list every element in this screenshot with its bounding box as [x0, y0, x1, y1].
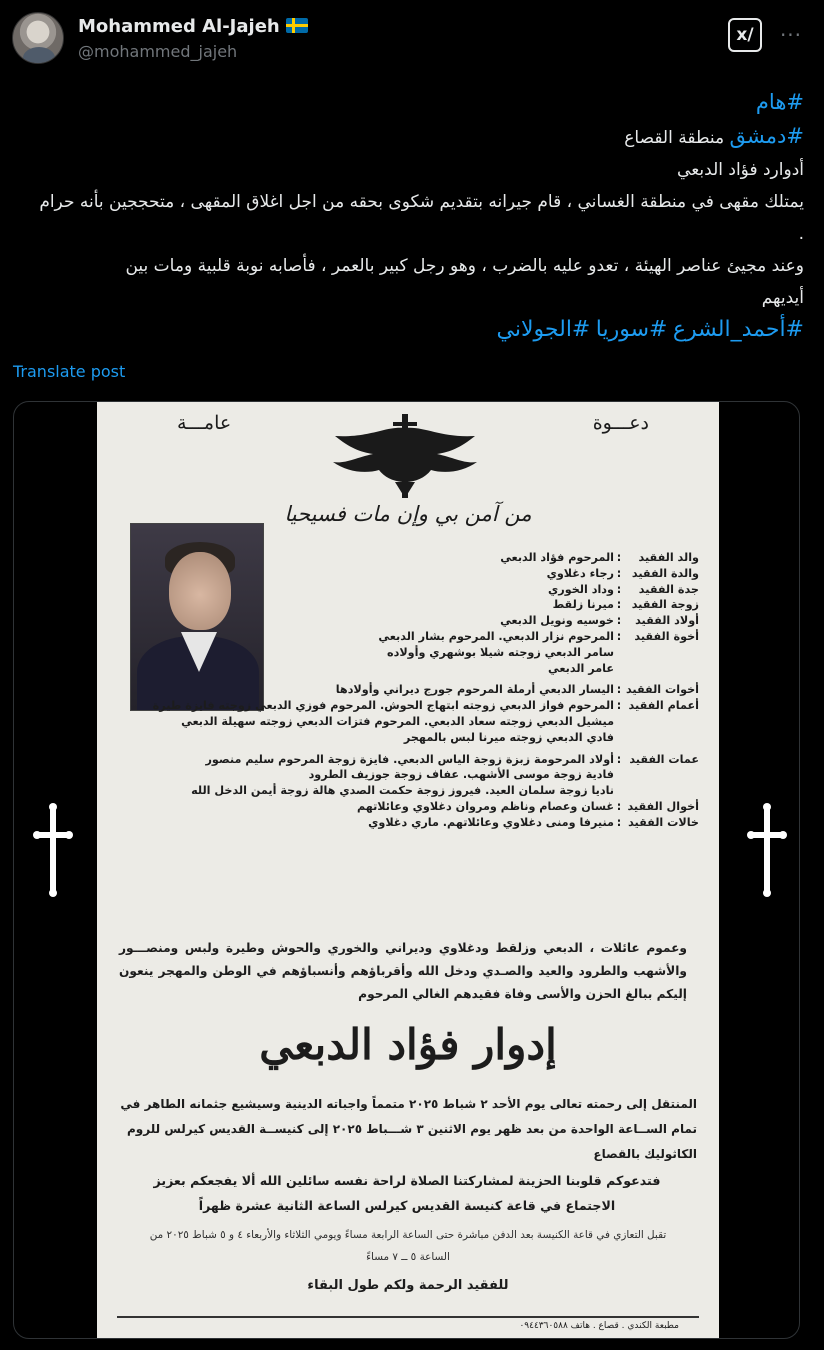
post-text-line: . — [798, 224, 804, 244]
family-row: أخوات الفقيد : اليسار الدبعي أرملة المرحوم جورج ديراني وأولادها — [335, 683, 699, 697]
family-row: ناديا زوجة سلمان العيد. فيروز زوجة حكمت الصدي هالة زوجة أيمن الدخل الله — [191, 784, 614, 798]
family-row: أخوال الفقيد : غسان وعصام وناظم ومروان دغلاوي وعائلاتهم — [356, 799, 699, 813]
post-text-line: منطقة القصاع — [624, 128, 730, 148]
obituary-notice — [97, 402, 719, 1339]
avatar[interactable] — [12, 12, 64, 64]
author-name[interactable]: Mohammed Al-Jajeh — [78, 16, 280, 37]
family-row: أعمام الفقيد : المرحوم فواز الدبعي زوجته ابتهاج الحوش. المرحوم فوزي الدبعي زوجته فايزة طيرة — [152, 699, 699, 713]
author-handle[interactable]: @mohammed_jajeh — [78, 42, 238, 61]
family-row: عامر الدبعي — [548, 661, 614, 675]
prayer-invitation: فتدعوكم قلوبنا الحزينة لمشاركتنا الصلاة لراحة نفسه سائلين الله ألا يفجعكم بعزيز الاجتماع في قاعة كنيسة القديس كيرلس الساعة الثانية عشرة ظهراً — [153, 1173, 661, 1213]
hashtag-link[interactable]: #دمشق — [729, 124, 804, 148]
notice-verse: من آمن بي وإن مات فسيحيا — [284, 502, 532, 526]
translate-post-link[interactable]: Translate post — [13, 362, 126, 381]
condolence-hours: تقبل التعازي في قاعة الكنيسة بعد الدفن مباشرة حتى الساعة الرابعة مساءً ويومي الثلاثاء والأربعاء ٤ و ٥ شباط ٢٠٢٥ من الساعة ٥ ــ ٧ مساءً — [149, 1229, 667, 1263]
family-row: عمات الفقيد : أولاد المرحومة زبزة زوجة الياس الدبعي. فايزة زوجة المرحوم سليم منصور — [205, 752, 699, 766]
family-row: خالات الفقيد : منيرفا ومنى دغلاوي وعائلاتهم. ماري دغلاوي — [368, 815, 699, 829]
family-row: جدة الفقيد : وداد الخوري — [548, 582, 699, 596]
family-row: أولاد الفقيد : خوسيه ونويل الدبعي — [500, 614, 699, 628]
printer-footer — [117, 1316, 699, 1334]
post-text — [14, 86, 804, 347]
double-headed-eagle-icon — [315, 408, 495, 500]
notice-heading-left: عامـــة — [177, 412, 232, 434]
deceased-name: إدوار فؤاد الدبعي — [259, 1020, 557, 1069]
more-icon: ··· — [779, 23, 803, 47]
family-row: فادية زوجة موسى الأشهب. عفاف زوجة جوزيف الطرود — [308, 768, 614, 782]
more-options-button[interactable] — [774, 18, 808, 52]
family-row: سامر الدبعي زوجته شيلا بوشهري وأولاده — [386, 645, 614, 659]
hashtags-line — [14, 314, 804, 347]
family-row: والد الفقيد : المرحوم فؤاد الدبعي — [500, 551, 699, 564]
family-row: ميشيل الدبعي زوجته سعاد الدبعي. المرحوم فتزات الدبعي زوجته سهيلة الدبعي — [181, 714, 614, 728]
funeral-details: المنتقل إلى رحمته تعالى يوم الأحد ٢ شباط ٢٠٢٥ متمماً واجباته الدينية وسيشيع جثمانه الطاهر في تمام الســاعة الواحدة من بعد ظهر يوم الاثنين ٣ شـــباط ٢٠٢٥ إلى كنيســة القديس كيرلس للروم الكاثوليك بالقصاع — [120, 1097, 697, 1161]
hashtag-link[interactable]: #أحمد_الشرع — [672, 317, 804, 342]
printer-info: مطبعة الكندي . قصاع . هاتف ٠٩٤٤٣٦٠٥٨٨ — [519, 1321, 679, 1331]
sweden-flag-icon — [286, 18, 308, 33]
author-name-row[interactable] — [78, 16, 308, 37]
hashtag-link[interactable]: #هام — [755, 90, 804, 114]
cross-icon — [747, 802, 787, 898]
families-announcement: وعموم عائلات ، الدبعي وزلقط ودغلاوي وديراني والخوري والحوش وطيرة ولبس ومنصـــور والأشهب والطرود والعيد والصـدي ودخل الله وأقرباؤهم وأنسباؤهم في الوطن والمهجر ينعون إليكم ببالغ الحزن والأسى وفاة فقيدهم الغالي المرحوم — [119, 941, 687, 1001]
post-header — [12, 8, 812, 68]
hashtag-link[interactable]: #سوريا — [595, 317, 668, 342]
family-list — [105, 550, 699, 831]
cross-icon — [33, 802, 73, 898]
post-text-line: يمتلك مقهى في منطقة الغساني ، قام جيرانه بتقديم شكوى بحقه من اجل اغلاق المقهى ، متحججين بأنه حرام — [39, 192, 804, 212]
post-text-line: أدوارد فؤاد الدبعي — [677, 160, 804, 180]
grok-icon: x/ — [736, 25, 754, 45]
family-row: زوجة الفقيد : ميرنا زلقط — [552, 598, 699, 612]
family-row: فادي الدبعي زوجته ميرنا لبس بالمهجر — [403, 730, 614, 744]
family-row: والدة الفقيد : رجاء دغلاوي — [546, 566, 699, 580]
hashtag-link[interactable]: #الجولاني — [496, 317, 591, 342]
grok-button[interactable] — [728, 18, 762, 52]
post-image[interactable] — [13, 401, 800, 1339]
post-text-line: وعند مجيئ عناصر الهيئة ، تعدو عليه بالضرب ، وهو رجل كبير بالعمر ، فأصابه نوبة قلبية ومات بين — [125, 256, 804, 276]
closing-line: للفقيد الرحمة ولكم طول البقاء — [307, 1278, 509, 1293]
post-text-line: أيديهم — [761, 288, 804, 308]
notice-heading-right: دعـــوة — [592, 412, 649, 434]
family-row: أخوة الفقيد : المرحوم نزار الدبعي. المرحوم بشار الدبعي — [378, 629, 699, 643]
